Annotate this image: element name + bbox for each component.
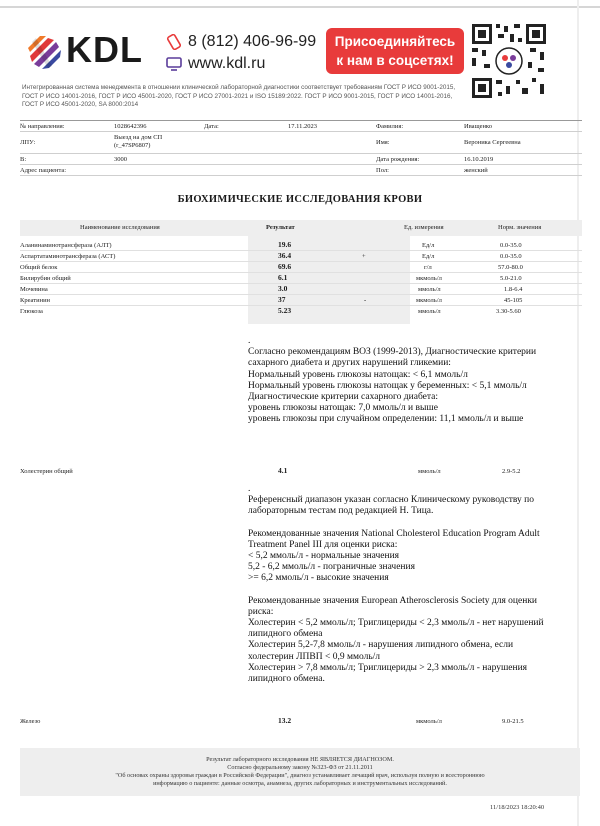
social-promo-banner[interactable] [326,28,464,74]
date-value: 17.11.2023 [288,123,318,130]
test-name: Холестерин общий [20,468,73,475]
phone-number[interactable]: 8 (812) 406-96-99 [188,33,317,50]
disclaimer-line: информацию о пациенте: данные осмотра, анамнеза, других лабораторных и инструментальных исследований. [153,780,447,787]
test-result: 69.6 [278,262,292,271]
test-flag: + [362,253,366,260]
test-result: 37 [278,295,286,304]
test-name: Мочевина [20,286,48,293]
website-row[interactable] [166,54,316,74]
certification-note: Интегрированная система менеджмента в отношении клинической лабораторной диагностики соответствует требованиям ГОСТ Р ИСО 9001-2015, ГОСТ Р ИСО 14001-2016, ГОСТ Р ИСО 45001-2020, ГОСТ Р ИСО 27001-2021 и ISO 15189:2022. ГОСТ Р ИСО 9001-2015, ГОСТ Р ИСО 14001-2016, ГОСТ Р ИСО 45001-2020, SA 8000:2014 [22,84,456,108]
test-name: Аспартатаминотрансфераза (АСТ) [20,253,116,260]
referral-value: 1028642396 [114,123,147,130]
test-result: 5.23 [278,306,292,315]
table-row [20,262,582,273]
v-label: В: [20,156,27,163]
test-result: 3.0 [278,284,288,293]
test-norm: 45-105 [504,297,523,304]
qr-code-icon[interactable] [470,22,548,100]
kdl-logo-icon [22,30,66,74]
col-name-header: Наименование исследования [80,224,160,231]
test-norm: 3.30-5.60 [496,308,521,315]
v-value: 3000 [114,156,127,163]
test-unit: ммоль/л [418,308,441,315]
info-row [20,165,582,176]
test-norm: 1.8-6.4 [504,286,523,293]
info-row [20,154,582,165]
comment-dot: . [248,336,251,346]
name-value: Вероника Сергеевна [464,139,521,146]
comment-dot: . [248,484,251,494]
monitor-icon [166,56,182,72]
table-row [20,240,582,251]
cholesterol-comment-reference: Референсный диапазон указан согласно Клиническому руководству по лабораторным тестам под редакцией Н. Тица. [248,495,537,517]
info-row [20,132,582,154]
referral-label: № направления: [20,123,65,130]
col-unit-header: Ед. измерения [404,224,444,231]
test-unit: Ед/л [422,253,435,260]
table-row [20,716,582,727]
print-timestamp: 11/18/2023 18:20:40 [490,804,545,811]
test-name: Креатинин [20,297,51,304]
glucose-comment [248,336,548,426]
test-unit: мкмоль/л [416,275,442,282]
surname-value: Иващенко [464,123,493,130]
table-row [20,273,582,284]
surname-label: Фамилия: [376,123,404,130]
disclaimer-line: Согласно федеральному закону №323-ФЗ от 21.11.2011 [227,764,373,771]
lpu-value-line-1: Выезд на дом СП [114,134,163,141]
test-name: Аланинаминотрансфераза (АЛТ) [20,242,112,249]
cholesterol-comment-ncep: Рекомендованные значения National Cholesterol Education Program Adult Treatment Panel III для оценки риска: < 5,2 ммоль/л - нормальные значения 5,2 - 6,2 ммоль/л - пограничные значения >= 6,2 ммоль/л - высокие значения [248,528,540,584]
promo-line-1: Присоединяйтесь [334,34,456,49]
table-row [20,284,582,295]
table-row [20,466,582,477]
test-unit: ммоль/л [418,468,441,475]
test-name: Общий белок [20,264,58,271]
col-result-header: Результат [266,224,295,231]
contact-block [166,32,316,76]
test-result: 4.1 [278,466,288,475]
test-unit: г/л [424,264,432,271]
test-norm: 57.0-80.0 [498,264,523,271]
test-result: 36.4 [278,251,292,260]
table-row [20,295,582,306]
promo-line-2: к нам в соцсетях! [336,53,454,68]
birth-value: 16.10.2019 [464,156,494,163]
test-result: 6.1 [278,273,288,282]
test-norm: 2.9-5.2 [502,468,521,475]
test-name: Билирубин общий [20,275,71,282]
test-unit: мкмоль/л [416,718,442,725]
sex-label: Пол: [376,167,389,174]
patient-info [20,120,582,176]
glucose-comment-text: Согласно рекомендациям ВОЗ (1999-2013), Диагностические критерии сахарного диабета и других нарушений гликемии: Нормальный уровень глюкозы натощак: < 6,1 ммоль/л Нормальный уровень глюкозы натощак у беременных: < 5,1 ммоль/л Диагностические критерии сахарного диабета: уровень глюкозы натощак: 7,0 ммоль/л и выше уровень глюкозы при случайном определении: 11,1 ммоль/л и выше [248,347,537,425]
disclaimer-footer [20,748,580,796]
test-result: 19.6 [278,240,292,249]
test-unit: мкмоль/л [416,297,442,304]
top-divider [0,6,600,8]
brand-name: KDL [66,29,143,70]
test-name: Железо [20,718,41,725]
test-flag: - [364,297,367,304]
test-name: Глюкоза [20,308,43,315]
website-link[interactable]: www.kdl.ru [188,55,266,72]
test-norm: 0.0-35.0 [500,253,522,260]
test-norm: 5.0-21.0 [500,275,522,282]
test-norm: 0.0-35.0 [500,242,522,249]
lpu-label: ЛПУ: [20,139,36,146]
disclaimer-line: "Об основах охраны здоровья граждан в Российской Федерации", диагноз устанавливает лечащий врач, используя полную и всестороннюю [115,772,485,779]
date-label: Дата: [204,123,219,130]
address-label: Адрес пациента: [20,167,67,174]
cholesterol-comment [248,484,548,685]
table-header [20,220,582,236]
test-unit: Ед/л [422,242,435,249]
birth-label: Дата рождения: [376,156,420,163]
sex-value: женский [464,167,488,174]
lpu-value-line-2: (r_47SP6807) [114,142,151,149]
cholesterol-comment-eas: Рекомендованные значения European Atherosclerosis Society для оценки риска: Холестерин < 5,2 ммоль/л; Триглицериды < 2,3 ммоль/л - нет нарушений липидного обмена Холестерин 5,2-7,8 ммоль/л - нарушения липидного обмена, если холестерин ЛПВП < 0,9 ммоль/л Холестерин > 7,8 ммоль/л; Триглицериды > 2,3 ммоль/л - нарушения липидного обмена. [248,595,544,685]
table-row [20,306,582,317]
disclaimer-line: Результат лабораторного исследования НЕ ЯВЛЯЕТСЯ ДИАГНОЗОМ. [206,756,394,763]
page-title: БИОХИМИЧЕСКИЕ ИССЛЕДОВАНИЯ КРОВИ [177,194,423,205]
name-label: Имя: [376,139,390,146]
phone-icon [166,34,182,50]
col-norm-header: Норм. значения [498,224,542,231]
phone-row[interactable] [166,32,316,52]
test-unit: ммоль/л [418,286,441,293]
test-norm: 9.0-21.5 [502,718,524,725]
info-row [20,121,582,132]
table-row [20,251,582,262]
test-result: 13.2 [278,716,292,725]
